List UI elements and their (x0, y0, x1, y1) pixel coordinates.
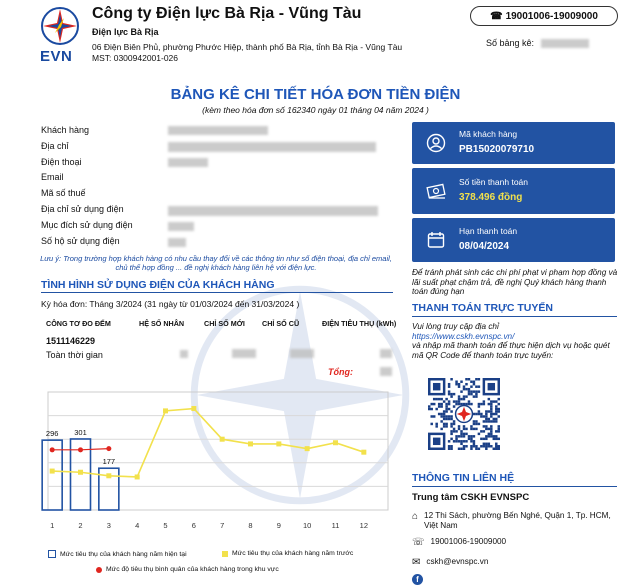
card-customer-code (412, 122, 615, 164)
chart-point-previous-year (191, 406, 196, 411)
contact-email-text: cskh@evnspc.vn (426, 557, 489, 566)
field-label: Mục đích sử dụng điện (41, 219, 133, 230)
payment-line2: và nhập mã thanh toán để thực hiện dịch vụ hoặc quét mã QR Code để thanh toán trực tuyến: (412, 341, 610, 360)
chart-x-tick-label: 3 (106, 521, 111, 530)
contact-section-title: THÔNG TIN LIÊN HỆ (412, 472, 515, 484)
meter-id: 1511146229 (46, 336, 96, 346)
email-icon: ✉ (412, 557, 421, 568)
calendar-icon (426, 230, 446, 250)
card-label: Mã khách hàng (459, 129, 518, 139)
payment-divider (412, 316, 617, 317)
chart-point-previous-year (305, 446, 310, 451)
legend-item-area-average (96, 566, 279, 573)
chart-point-previous-year (276, 441, 281, 446)
chart-x-tick-label: 5 (163, 521, 168, 530)
all-time-label: Toàn thời gian (46, 350, 103, 360)
card-due-date (412, 218, 615, 262)
chart-point-previous-year (361, 450, 366, 455)
usage-purpose-redacted (168, 222, 194, 231)
legend-label: Mức tiêu thụ của khách hàng năm hiện tại (60, 550, 187, 558)
col-meter: CÔNG TƠ ĐO ĐẾM (46, 319, 111, 328)
hotline-badge[interactable] (470, 6, 618, 26)
document-subtitle: (kèm theo hóa đơn số 162340 ngày 01 tháng 04 năm 2024 ) (202, 105, 429, 115)
customer-info-labels (41, 123, 133, 249)
statement-number-label: Số bảng kê: (486, 38, 535, 48)
usage-section-title: TÌNH HÌNH SỬ DỤNG ĐIỆN CỦA KHÁCH HÀNG (41, 279, 275, 291)
chart-point-previous-year (220, 437, 225, 442)
chart-data-label: 301 (74, 427, 87, 437)
legend-bar-swatch (48, 550, 56, 558)
chart-line-previous-year (52, 409, 364, 477)
statement-number (486, 38, 589, 48)
col-new-index: CHỈ SỐ MỚI (204, 319, 245, 328)
facebook-icon[interactable]: f (412, 574, 423, 585)
money-icon (426, 181, 448, 201)
chart-x-tick-label: 11 (331, 521, 340, 530)
chart-point-area-average (50, 447, 55, 452)
chart-point-previous-year (135, 474, 140, 479)
field-label: Địa chỉ sử dụng điện (41, 203, 124, 214)
tax-code: MST: 0300942001-026 (92, 53, 179, 63)
building-icon: ⌂ (412, 511, 419, 522)
usage-address-redacted (168, 206, 378, 216)
field-label: Khách hàng (41, 125, 90, 135)
customer-phone-redacted (168, 158, 208, 167)
chart-x-tick-label: 9 (276, 521, 281, 530)
chart-x-tick-label: 12 (359, 521, 369, 530)
usage-section-divider (41, 292, 393, 293)
contact-phone-text: 19001006-19009000 (430, 537, 507, 546)
chart-point-previous-year (163, 408, 168, 413)
amount-value: 378.496 đồng (459, 192, 523, 203)
multiplier-redacted (180, 350, 188, 358)
chart-x-tick-label: 8 (248, 521, 253, 530)
chart-point-previous-year (50, 469, 55, 474)
company-address: 06 Điện Biên Phủ, phường Phước Hiệp, thành phố Bà Rịa, tỉnh Bà Rịa - Vũng Tàu (92, 42, 403, 52)
branch-name: Điện lực Bà Rịa (92, 27, 159, 37)
customer-name-redacted (168, 126, 268, 135)
chart-data-label: 177 (102, 457, 116, 467)
old-index-redacted (290, 349, 314, 358)
chart-x-tick-label: 7 (220, 521, 225, 530)
field-label: Mã số thuế (41, 188, 86, 199)
chart-point-previous-year (248, 441, 253, 446)
evn-logo-text: EVN (40, 48, 73, 65)
total-label: Tổng: (328, 367, 353, 377)
chart-data-label: 296 (45, 429, 59, 439)
payment-warning: Để tránh phát sinh các chi phí phạt vi phạm hợp đồng và lãi suất phạt chậm trả, đề nghị Quý khách hàng thanh toán đúng hạn (412, 268, 618, 296)
chart-x-tick-label: 6 (191, 521, 196, 530)
payment-instructions (412, 322, 617, 360)
card-label: Số tiền thanh toán (459, 177, 529, 187)
payment-qr-code[interactable] (428, 378, 500, 450)
chart-point-area-average (106, 446, 111, 451)
payment-line1: Vui lòng truy cập địa chỉ (412, 322, 499, 331)
col-old-index: CHỈ SỐ CŨ (262, 319, 300, 328)
payment-link[interactable]: https://www.cskh.evnspc.vn/ (412, 331, 515, 341)
statement-number-value-redacted (541, 39, 589, 48)
col-multiplier: HỆ SỐ NHÂN (139, 319, 185, 328)
payment-section-title: THANH TOÁN TRỰC TUYẾN (412, 302, 553, 314)
chart-point-previous-year (106, 473, 111, 478)
chart-point-previous-year (333, 440, 338, 445)
legend-yellow-swatch (222, 551, 228, 557)
chart-x-tick-label: 1 (50, 521, 55, 530)
consumption-redacted (380, 349, 392, 358)
chart-x-tick-label: 4 (135, 521, 140, 530)
household-count-redacted (168, 238, 186, 247)
field-label: Số hộ sử dụng điện (41, 235, 120, 246)
customer-code-value: PB15020079710 (459, 144, 535, 155)
card-label: Hạn thanh toán (459, 226, 518, 236)
contact-center-name: Trung tâm CSKH EVNSPC (412, 492, 530, 503)
legend-red-swatch (96, 567, 102, 573)
evn-logo-icon (40, 6, 80, 46)
field-label: Địa chỉ (41, 140, 69, 151)
user-icon (426, 133, 446, 153)
due-date-value: 08/04/2024 (459, 241, 510, 252)
contact-email[interactable] (412, 557, 488, 568)
billing-period: Kỳ hóa đơn: Tháng 3/2024 (31 ngày từ 01/03/2024 đến 31/03/2024 ) (41, 299, 300, 309)
col-consumption: ĐIỆN TIÊU THỤ (kWh) (322, 319, 397, 328)
contact-divider (412, 486, 617, 487)
customer-address-redacted (168, 142, 376, 152)
field-label: Điện thoại (41, 156, 82, 167)
field-label: Email (41, 172, 64, 183)
consumption-chart (40, 384, 400, 544)
hotline-number: 19001006-19009000 (505, 10, 598, 22)
chart-point-previous-year (78, 470, 83, 475)
contact-address-text: 12 Thi Sách, phường Bến Nghé, Quận 1, Tp. HCM, Việt Nam (424, 511, 611, 530)
legend-label: Mức tiêu thụ của khách hàng năm trước (232, 550, 354, 557)
legend-item-current-year (48, 550, 187, 558)
phone-icon: ☎ (490, 10, 503, 22)
new-index-redacted (232, 349, 256, 358)
document-title: BẢNG KÊ CHI TIẾT HÓA ĐƠN TIỀN ĐIỆN (170, 86, 461, 103)
total-value-redacted (380, 367, 392, 376)
legend-label: Mức độ tiêu thụ bình quân của khách hàng trong khu vực (106, 566, 279, 573)
customer-note: Lưu ý: Trong trường hợp khách hàng có nhu cầu thay đổi về các thông tin như số điện thoại, địa chỉ email, chủ thể hợp đồng ... đề nghị khách hàng liên hệ với điện lực. (40, 254, 392, 272)
company-name: Công ty Điện lực Bà Rịa - Vũng Tàu (92, 5, 362, 22)
contact-phone[interactable] (412, 537, 506, 548)
chart-x-tick-label: 2 (78, 521, 83, 530)
phone-icon: ☏ (412, 537, 425, 548)
contact-address (412, 511, 617, 530)
card-amount (412, 168, 615, 214)
chart-point-area-average (78, 447, 83, 452)
chart-x-tick-label: 10 (302, 521, 312, 530)
legend-item-previous-year (222, 550, 353, 557)
